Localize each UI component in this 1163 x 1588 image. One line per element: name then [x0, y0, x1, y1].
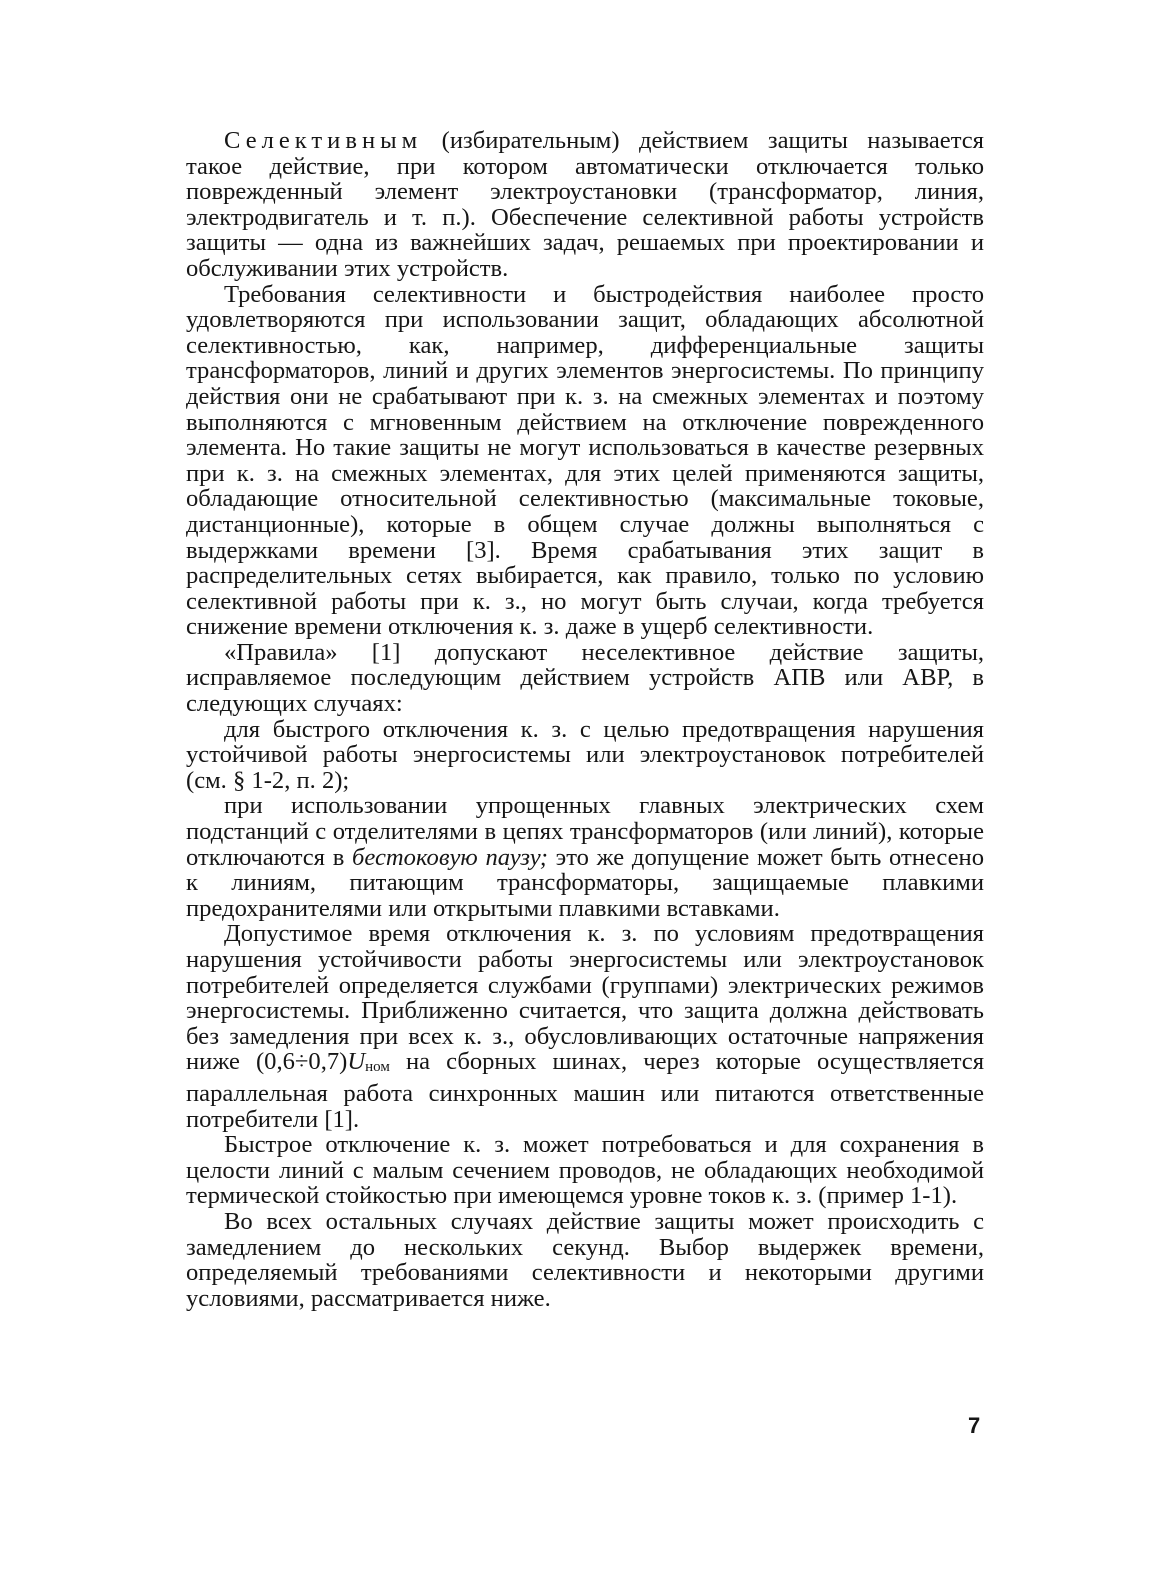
formula-symbol: U — [347, 1048, 366, 1076]
paragraph-selective-action-definition — [186, 128, 984, 282]
paragraph-text: (избирательным) действием защиты называется такое действие, при котором автоматически отключается только поврежденный элемент электроустановки (трансформатор, линия, электродвигатель и т. п.). Обеспечение селективной работы устройств защиты — одна из важнейших задач, решаемых при проектировании и обслуживании этих устройств. — [186, 127, 984, 282]
paragraph-text: на сборных шинах, через которые осуществляется параллельная работа синхронных машин или питаются ответственные потребители [1]. — [186, 1048, 985, 1133]
paragraph-rules-nonselective: «Правила» [1] допускают неселективное действие защиты, исправляемое последующим действием устройств АПВ или АВР, в следующих случаях: — [186, 638, 984, 718]
paragraph-case-fast-disconnect: для быстрого отключения к. з. с целью предотвращения нарушения устойчивой работы энергосистемы или электроустановок потребителей (см. § 1-2, п. 2); — [186, 715, 984, 794]
paragraph-permissible-time — [186, 921, 984, 1132]
page-body — [186, 128, 984, 1311]
emphasis-dead-time: бестоковую паузу; — [352, 843, 548, 871]
paragraph-other-cases: Во всех остальных случаях действие защиты может происходить с замедлением до нескольких секунд. Выбор выдержек времени, определяемый требованиями селективности и некоторыми другими условиями, рассматривается ниже. — [186, 1207, 984, 1312]
formula-subscript: ном — [365, 1059, 390, 1076]
paragraph-text: при использовании упрощенных главных электрических схем подстанций с отделителями в цепях трансформаторов (или линий), которые отключаются в — [186, 792, 984, 871]
paragraph-selectivity-requirements: Требования селективности и быстродействия наиболее просто удовлетворяются при использовании защит, обладающих абсолютной селективностью, как, например, дифференциальные защиты трансформаторов, линий и других элементов энергосистемы. По принципу действия они не срабатывают при к. з. на смежных элементах и поэтому выполняются с мгновенным действием на отключение поврежденного элемента. Но такие защиты не могут использоваться в качестве резервных при к. з. на смежных элементах, для этих целей применяются защиты, обладающие относительной селективностью (максимальные токовые, дистанционные), которые в общем случае должны выполняться с выдержками времени [3]. Время срабатывания этих защит в распределительных сетях выбирается, как правило, только по условию селективной работы при к. з., но могут быть случаи, когда требуется снижение времени отключения к. з. даже в ущерб селективности. — [186, 280, 984, 641]
term-selective: Селективным — [224, 127, 423, 154]
paragraph-text: Допустимое время отключения к. з. по условиям предотвращения нарушения устойчивости работы энергосистемы или электроустановок потребителей определяется службами (группами) электрических режимов энергосистемы. Приближенно считается, что защита должна действовать без замедления при всех к. з., обусловливающих остаточные напряжения ниже (0,6÷0,7) — [186, 920, 984, 1076]
paragraph-fast-disconnect-lines: Быстрое отключение к. з. может потребоваться и для сохранения в целости линий с малым сечением проводов, не обладающих необходимой термической стойкостью при имеющемся уровне токов к. з. (пример 1-1). — [186, 1131, 984, 1210]
paragraph-case-simplified-schemes — [186, 793, 984, 921]
paragraph-text: это же допущение может быть отнесено к линиям, питающим трансформаторы, защищаемые плавкими предохранителями или открытыми плавкими вставками. — [186, 843, 984, 922]
formula-u-nom — [347, 1048, 390, 1075]
page-number: 7 — [968, 1413, 981, 1438]
